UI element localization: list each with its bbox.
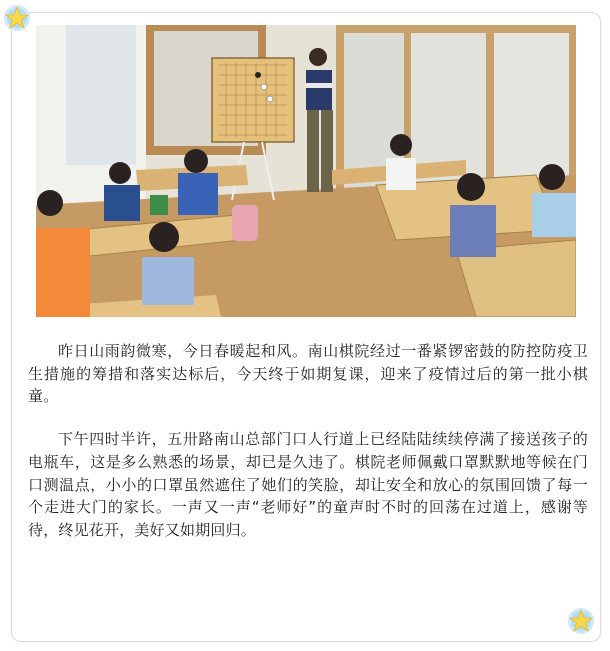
star-icon [2, 3, 32, 33]
classroom-photo [36, 25, 576, 317]
go-classroom-illustration [36, 25, 576, 317]
article-paragraph: 昨日山雨韵微寒，今日春暖起和风。南山棋院经过一番紧锣密鼓的防控防疫卫生措施的筹措和落实达标后，今天终于如期复课，迎来了疫情过后的第一批小棋童。 [28, 342, 588, 406]
star-icon [566, 606, 596, 636]
article-paragraph: 下午四时半许，五卅路南山总部门口人行道上已经陆陆续续停满了接送孩子的电瓶车，这是多么熟悉的场景，却已是久违了。棋院老师佩戴口罩默默地等候在门口测温点，小小的口罩虽然遮住了她们的笑脸，却让安全和放心的氛围回馈了每一个走进大门的家长。一声又一声“老师好”的童声时不时的回荡在过道上，感谢等待，终见花开，美好又如期回归。 [28, 430, 588, 539]
article-body [28, 340, 588, 562]
